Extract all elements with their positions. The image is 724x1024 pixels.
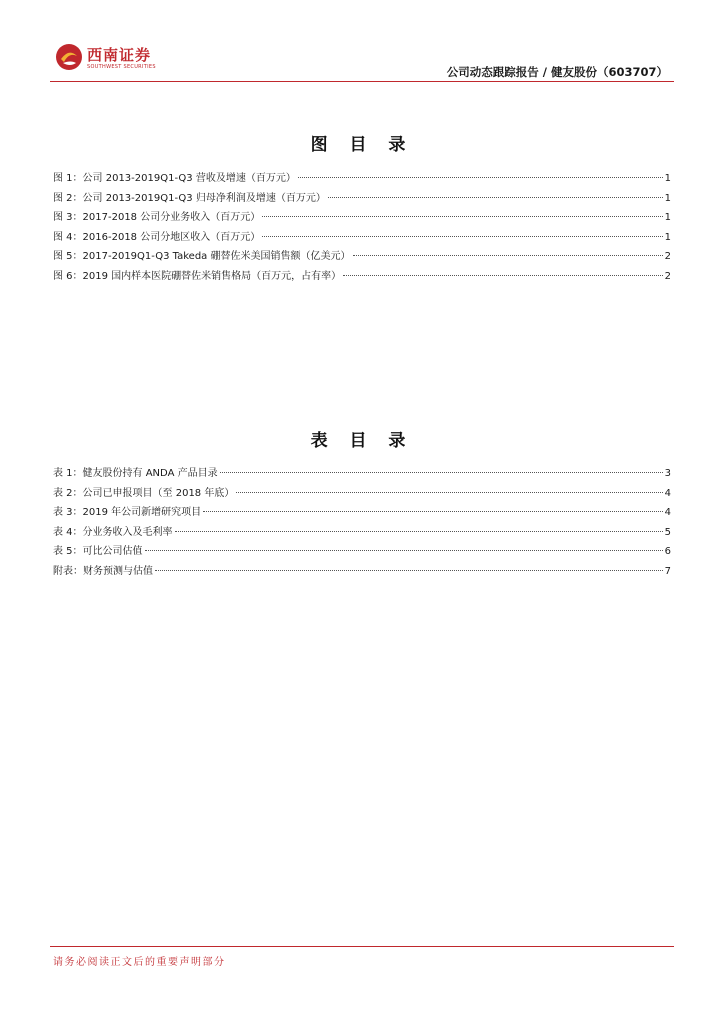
toc-entry-label: 图 2：公司 2013-2019Q1-Q3 归母净利润及增速（百万元） <box>53 192 326 204</box>
toc-leader-dots <box>343 275 662 276</box>
toc-leader-dots <box>175 531 663 532</box>
figure-toc-entry[interactable] <box>53 189 671 209</box>
table-toc-entry[interactable] <box>53 464 671 484</box>
toc-entry-label: 图 5：2017-2019Q1-Q3 Takeda 硼替佐米美国销售额（亿美元） <box>53 251 351 262</box>
tables-toc-title: 表 目 录 <box>310 431 414 451</box>
footer-divider <box>50 946 674 947</box>
toc-entry-page: 4 <box>664 507 671 518</box>
toc-leader-dots <box>262 236 662 237</box>
table-toc-entry[interactable] <box>53 503 671 523</box>
table-toc-entry[interactable] <box>53 562 671 582</box>
figure-toc-entry[interactable] <box>53 208 671 228</box>
figure-toc-entry[interactable] <box>53 267 671 287</box>
figures-toc-title: 图 目 录 <box>310 135 414 155</box>
figure-toc-entry[interactable] <box>53 169 671 189</box>
toc-leader-dots <box>220 472 663 473</box>
toc-entry-page: 4 <box>664 487 671 499</box>
toc-leader-dots <box>155 570 663 571</box>
toc-entry-label: 图 3：2017-2018 公司分业务收入（百万元） <box>53 212 261 223</box>
toc-entry-page: 2 <box>664 270 671 282</box>
toc-leader-dots <box>203 511 662 512</box>
toc-entry-page: 7 <box>664 565 671 577</box>
report-header-title: 公司动态跟踪报告 / 健友股份（603707） <box>446 65 668 79</box>
logo-emblem-icon <box>55 42 83 72</box>
table-toc-entry[interactable] <box>53 523 671 543</box>
toc-entry-label: 图 6：2019 国内样本医院硼替佐米销售格局（百万元，占有率） <box>53 270 342 282</box>
figure-toc-entry[interactable] <box>53 228 671 248</box>
logo-text-cn: 西南证券 <box>87 46 152 64</box>
toc-entry-page: 6 <box>664 546 671 557</box>
toc-entry-page: 1 <box>664 212 671 223</box>
toc-leader-dots <box>298 177 663 178</box>
toc-entry-label: 表 2：公司已申报项目（至 2018 年底） <box>53 487 235 499</box>
toc-entry-label: 表 3：2019 年公司新增研究项目 <box>53 507 202 518</box>
toc-entry-label: 表 5：可比公司估值 <box>53 546 143 557</box>
toc-entry-label: 表 1：健友股份持有 ANDA 产品目录 <box>53 468 218 479</box>
toc-leader-dots <box>236 492 662 493</box>
table-toc-entry[interactable] <box>53 542 671 562</box>
toc-entry-label: 附表：财务预测与估值 <box>53 565 153 577</box>
header-divider <box>50 81 674 82</box>
footer-disclaimer: 请务必阅读正文后的重要声明部分 <box>53 957 226 968</box>
toc-entry-label: 图 1：公司 2013-2019Q1-Q3 营收及增速（百万元） <box>53 173 296 184</box>
toc-leader-dots <box>353 255 663 256</box>
toc-leader-dots <box>262 216 662 217</box>
toc-entry-label: 表 4：分业务收入及毛利率 <box>53 526 173 538</box>
logo-text-en: SOUTHWEST SECURITIES <box>87 64 156 70</box>
tables-toc-list <box>53 464 671 581</box>
toc-entry-label: 图 4：2016-2018 公司分地区收入（百万元） <box>53 231 261 243</box>
company-logo <box>55 42 165 76</box>
figure-toc-entry[interactable] <box>53 247 671 267</box>
toc-entry-page: 1 <box>664 231 671 243</box>
table-toc-entry[interactable] <box>53 484 671 504</box>
toc-leader-dots <box>145 550 663 551</box>
toc-entry-page: 2 <box>664 251 671 262</box>
toc-entry-page: 1 <box>664 192 671 204</box>
toc-entry-page: 1 <box>664 173 671 184</box>
toc-entry-page: 3 <box>664 468 671 479</box>
figures-toc-list <box>53 169 671 286</box>
toc-entry-page: 5 <box>664 526 671 538</box>
toc-leader-dots <box>328 197 663 198</box>
